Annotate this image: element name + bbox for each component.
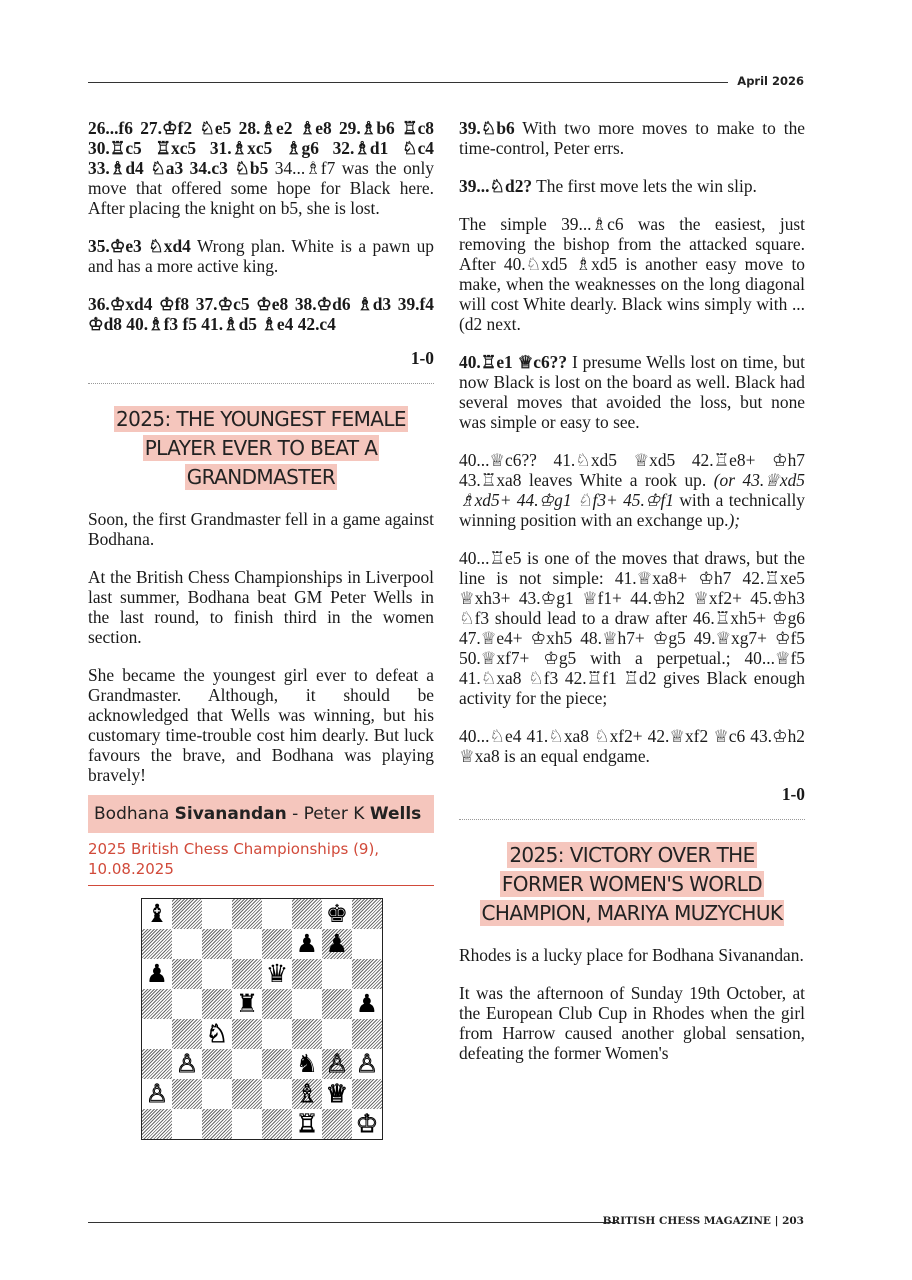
section-heading [459, 842, 805, 929]
paragraph: At the British Chess Championships in Liverpool last summer, Bodhana beat GM Peter Wells in the last round, to finish third in the women section. [88, 567, 434, 647]
board-square [172, 929, 202, 959]
paragraph: The simple 39...♗c6 was the easiest, just removing the bishop from the attacked square. After 40.♘xd5 ♗xd5 is another easy move to make, when the weaknesses on the long diagonal will cost White dearly. Black wins simply with ...(d2 next. [459, 214, 805, 334]
section-divider [88, 383, 434, 384]
game-moves: 39...♘d2? [459, 176, 533, 196]
chess-piece-h5: ♟ [355, 989, 379, 1018]
board-square [172, 1079, 202, 1109]
chess-piece-d5: ♜ [235, 989, 259, 1018]
chess-piece-g8: ♚ [325, 899, 349, 928]
board-square [172, 1019, 202, 1049]
game-event: 2025 British Chess Championships (9), 10.08.2025 [88, 839, 434, 886]
paragraph: 40...♕c6?? 41.♘xd5 ♕xd5 42.♖e8+ ♔h7 43.♖xa8 leaves White a rook up. (or 43.♕xd5 ♗xd5+ 44.♔g1 ♘f3+ 45.♔f1 with a technically winning position with an exchange up.); [459, 450, 805, 530]
board-square [262, 1109, 292, 1139]
board-square [232, 899, 262, 929]
paragraph [88, 118, 434, 218]
commentary: Wrong plan. White is a pawn up and has a more active king. [88, 236, 435, 276]
section-heading [88, 406, 434, 493]
paragraph [459, 118, 805, 158]
chess-piece-f2: ♗ [295, 1079, 319, 1108]
game-result: 1-0 [410, 348, 434, 368]
board-square [142, 929, 172, 959]
board-square [322, 989, 352, 1019]
board-square [262, 899, 292, 929]
commentary: With two more moves to make to the time-control, Peter errs. [459, 118, 805, 158]
white-player: Sivanandan [174, 804, 287, 824]
chess-piece-g2: ♕ [325, 1079, 349, 1108]
board-square [292, 989, 322, 1019]
board-square [352, 899, 382, 929]
game-moves: 36.♔xd4 ♔f8 37.♔c5 ♔e8 38.♔d6 ♗d3 39.f4 ♔d8 40.♗f3 f5 41.♗d5 ♗e4 42.c4 [88, 294, 434, 334]
board-square [352, 959, 382, 989]
board-square [202, 989, 232, 1019]
paragraph [88, 294, 434, 334]
board-square [172, 989, 202, 1019]
game-moves: 40.♖e1 ♕c6?? [459, 352, 568, 372]
board-square [202, 959, 232, 989]
commentary: I presume Wells lost on time, but now Black is lost on the board as well. Black had several moves that avoided the loss, but none was simple or easy to see. [459, 352, 805, 432]
board-square [352, 1079, 382, 1109]
board-square [352, 1019, 382, 1049]
board-square [292, 1019, 322, 1049]
chess-piece-e6: ♛ [265, 959, 289, 988]
game-header: Bodhana Sivanandan - Peter K Wells [88, 795, 434, 833]
chess-piece-h3: ♙ [355, 1049, 379, 1078]
paragraph: 40...♘e4 41.♘xa8 ♘xf2+ 42.♕xf2 ♕c6 43.♔h2 ♕xa8 is an equal endgame. [459, 726, 805, 766]
board-square [202, 1109, 232, 1139]
chess-piece-a2: ♙ [145, 1079, 169, 1108]
commentary: The first move lets the win slip. [532, 176, 757, 196]
board-square [322, 959, 352, 989]
board-square [142, 1109, 172, 1139]
chess-piece-f3: ♞ [295, 1049, 319, 1078]
board-square [142, 1019, 172, 1049]
board-square [172, 1109, 202, 1139]
board-square [142, 989, 172, 1019]
board-square [232, 929, 262, 959]
header-rule [88, 82, 728, 83]
left-column [88, 118, 434, 1140]
board-square [202, 899, 232, 929]
footer-rule [88, 1222, 618, 1223]
chess-diagram [141, 898, 383, 1140]
board-square [142, 1049, 172, 1079]
paragraph: 40...♖e5 is one of the moves that draws, but the line is not simple: 41.♕xa8+ ♔h7 42.♖xe5 ♕xh3+ 43.♔g1 ♕f1+ 44.♔h2 ♕xf2+ 45.♔h3 ♘f3 should lead to a draw after 46.♖xh5+ ♔g6 47.♕e4+ ♔xh5 48.♕h7+ ♔g5 49.♕xg7+ ♔f5 50.♕xf7+ ♔g5 with a perpetual.; 40...♕f5 41.♘xa8 ♘f3 42.♖f1 ♖d2 gives Black enough activity for the piece; [459, 548, 805, 708]
board-square [202, 1049, 232, 1079]
paragraph: Soon, the first Grandmaster fell in a game against Bodhana. [88, 509, 434, 549]
chess-piece-g7: ♟ [325, 929, 349, 958]
black-player: Wells [369, 804, 422, 824]
chess-piece-b3: ♙ [175, 1049, 199, 1078]
chess-piece-f1: ♖ [295, 1109, 319, 1138]
game-moves: 39.♘b6 [459, 118, 515, 138]
board-square [292, 899, 322, 929]
board-square [232, 1019, 262, 1049]
paragraph: Rhodes is a lucky place for Bodhana Sivanandan. [459, 945, 804, 965]
issue-date: April 2026 [737, 74, 804, 88]
board-square [292, 959, 322, 989]
board-square [232, 959, 262, 989]
board-square [262, 1049, 292, 1079]
board-square [232, 1079, 262, 1109]
board-square [322, 1109, 352, 1139]
board-square [202, 1079, 232, 1109]
board-square [172, 899, 202, 929]
chess-piece-a6: ♟ [145, 959, 169, 988]
board-square [262, 1019, 292, 1049]
section-divider [459, 819, 805, 820]
board-square [352, 929, 382, 959]
board-square [172, 959, 202, 989]
paragraph: She became the youngest girl ever to defeat a Grandmaster. Although, it should be acknowledged that Wells was winning, but his customary time-trouble cost him dearly. But luck favours the brave, and Bodhana was playing bravely! [88, 665, 434, 785]
game-moves: 35.♔e3 ♘xd4 [88, 236, 191, 256]
board-square [322, 1019, 352, 1049]
chess-piece-c4: ♘ [205, 1019, 229, 1048]
chess-piece-f7: ♟ [295, 929, 319, 958]
board-square [232, 1109, 262, 1139]
board-square [202, 929, 232, 959]
section-heading-text: 2025: VICTORY OVER THE FORMER WOMEN'S WORLD CHAMPION, MARIYA MUZYCHUK [481, 843, 783, 925]
paragraph [459, 176, 805, 196]
paragraph [88, 236, 434, 276]
chess-piece-g3: ♙ [325, 1049, 349, 1078]
paragraph: It was the afternoon of Sunday 19th October, at the European Club Cup in Rhodes when the girl from Harrow caused another global sensation, defeating the former Women's [459, 983, 805, 1063]
board-square [262, 1079, 292, 1109]
board-square [262, 929, 292, 959]
commentary: 34...♗f7 was the only move that offered some hope for Black here. After placing the knight on b5, she is lost. [88, 158, 434, 218]
chess-piece-a8: ♝ [145, 899, 169, 928]
chess-piece-h1: ♔ [355, 1109, 379, 1138]
paragraph [459, 352, 805, 432]
board-square [262, 989, 292, 1019]
board-square [232, 1049, 262, 1079]
footer-text: BRITISH CHESS MAGAZINE | 203 [602, 1215, 804, 1227]
game-result: 1-0 [781, 784, 805, 804]
right-column [459, 118, 805, 1081]
section-heading-text: 2025: THE YOUNGEST FEMALE PLAYER EVER TO BEAT A GRANDMASTER [116, 407, 406, 489]
game-moves: 26...f6 27.♔f2 ♘e5 28.♗e2 ♗e8 29.♗b6 ♖c8 30.♖c5 ♖xc5 31.♗xc5 ♗g6 32.♗d1 ♘c4 33.♗d4 ♘a3 34.c3 ♘b5 [88, 118, 434, 178]
